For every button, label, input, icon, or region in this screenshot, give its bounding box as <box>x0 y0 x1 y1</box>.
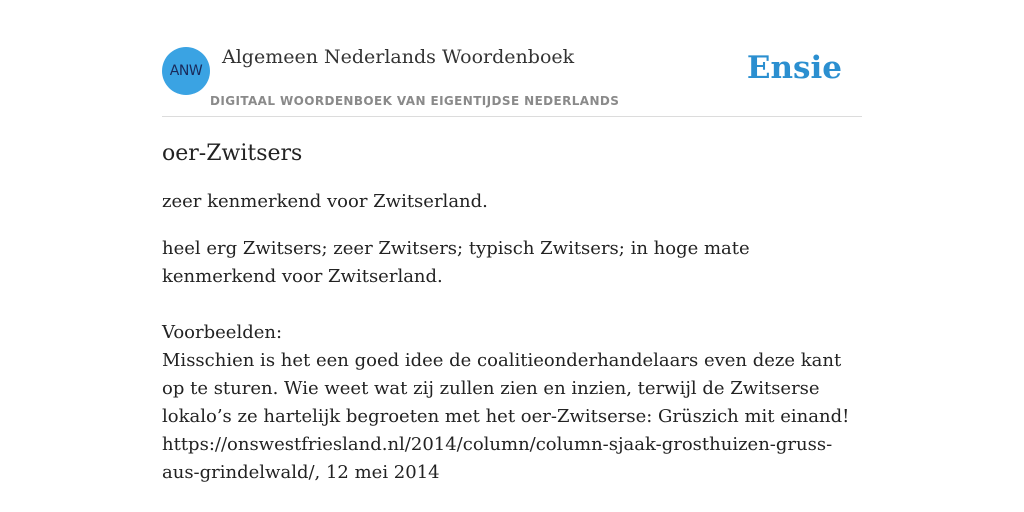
entry-content <box>162 138 866 487</box>
anw-logo[interactable]: ANW <box>162 47 210 95</box>
site-header <box>162 40 862 117</box>
ensie-brand-logo[interactable]: Ensie <box>746 50 842 86</box>
examples-label: Voorbeelden: <box>162 322 283 343</box>
dictionary-subtitle: DIGITAAL WOORDENBOEK VAN EIGENTIJDSE NEDERLANDS <box>210 94 620 108</box>
entry-headword: oer-Zwitsers <box>162 141 303 166</box>
definition-short: zeer kenmerkend voor Zwitserland. <box>162 191 488 212</box>
dictionary-title[interactable]: Algemeen Nederlands Woordenboek <box>222 46 575 68</box>
example-text: Misschien is het een goed idee de coalitieonderhandelaars even deze kant op te sturen. Wie weet wat zij zullen zien en inzien, terwijl de Zwitserse lokalo’s ze hartelijk begroeten met het oer-Zwitserse: Grüszich mit einand! https://onswestfriesland.nl/2014/column/column-sjaak-grosthuizen-gruss-aus-grindelwald/, 12 mei 2014 <box>162 350 850 483</box>
definition-long: heel erg Zwitsers; zeer Zwitsers; typisch Zwitsers; in hoge mate kenmerkend voor Zwitserland. <box>162 238 750 287</box>
